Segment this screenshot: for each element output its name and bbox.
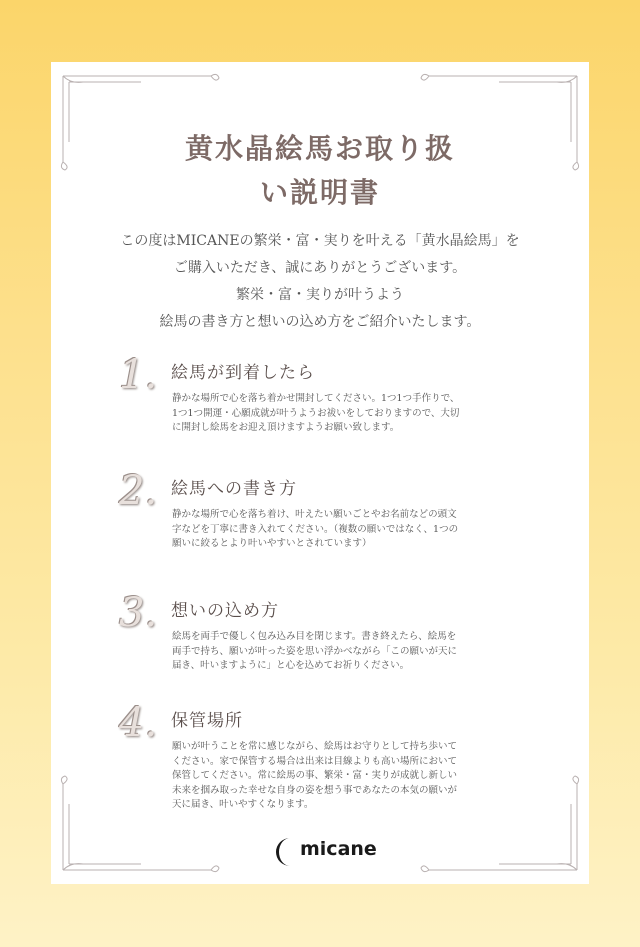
- section-line: に開封し絵馬をお迎え頂けますようお願い致します。: [172, 422, 400, 433]
- section-title: 絵馬が到着したら: [171, 363, 315, 383]
- micane-logo: [270, 835, 380, 869]
- section-line: 願いが叶うことを常に感じながら、絵馬はお守りとして持ち歩いて: [172, 741, 458, 752]
- section-line: ください。家で保管する場合は出来は目線よりも高い場所において: [172, 755, 458, 767]
- instruction-card: [51, 62, 589, 884]
- section-body: [172, 392, 502, 436]
- title-line-1: 黄水晶絵馬お取り扱: [184, 132, 455, 165]
- section-body: [172, 740, 502, 813]
- section-line: 静かな場所で心を落ち着かせ開封してください。1つ1つ手作りで、: [172, 393, 460, 404]
- section-line: 両手で持ち、願いが叶った姿を思い浮かべながら「この願いが天に: [172, 645, 458, 657]
- section-number: 4.: [119, 700, 158, 746]
- title-line-2: い説明書: [259, 176, 380, 209]
- intro-text: [51, 228, 589, 336]
- logo-text: micane: [300, 838, 377, 860]
- crescent-moon-icon: [270, 835, 300, 869]
- section-line: 届き、叶いますように」と心を込めてお祈りください。: [172, 660, 410, 671]
- section-line: 静かな場所で心を落ち着け、叶えたい願いごとやお名前などの頭文: [172, 509, 457, 520]
- section-title: 保管場所: [171, 711, 243, 731]
- intro-line: ご購入いただき、誠にありがとうございます。: [173, 260, 467, 276]
- section-title: 絵馬への書き方: [171, 479, 297, 499]
- section-line: 未来を掴み取った幸せな自身の姿を想う事であなたの本気の願いが: [172, 784, 458, 796]
- section-body: [172, 630, 502, 674]
- page-title: [51, 127, 589, 215]
- intro-line: 繁栄・富・実りが叶うよう: [236, 287, 404, 303]
- section-line: 絵馬を両手で優しく包み込み目を閉じます。書き終えたら、絵馬を: [172, 631, 457, 642]
- section-number: 2.: [119, 468, 158, 514]
- section-line: 天に届き、叶いやすくなります。: [172, 799, 314, 810]
- section-line: 1つ1つ開運・心願成就が叶うようお祓いをしておりますので、大切: [172, 407, 460, 419]
- section-title: 想いの込め方: [171, 601, 279, 621]
- section-number: 1.: [119, 352, 158, 398]
- intro-line: この度はMICANEの繁栄・富・実りを叶える「黄水晶絵馬」を: [120, 233, 520, 249]
- section-line: 願いに絞るとより叶いやすいとされています）: [172, 538, 372, 549]
- section-body: [172, 508, 502, 552]
- section-line: 字などを丁寧に書き入れてください。（複数の願いではなく、1つの: [172, 523, 459, 535]
- section-line: 保管してください。常に絵馬の事、繁栄・富・実りが成就し新しい: [172, 770, 458, 781]
- intro-line: 絵馬の書き方と想いの込め方をご紹介いたします。: [159, 314, 481, 330]
- section-number: 3.: [119, 590, 158, 636]
